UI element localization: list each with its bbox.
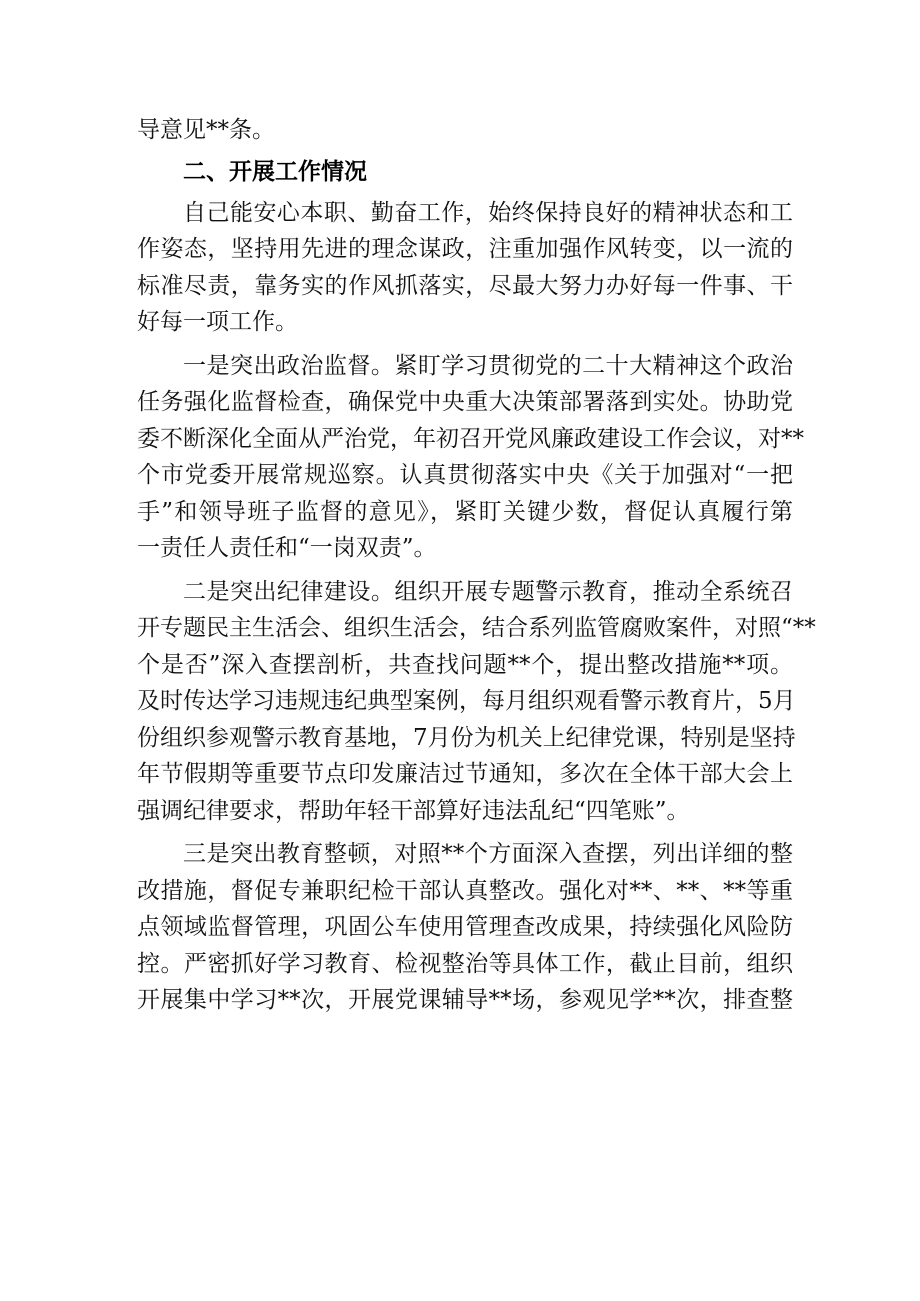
paragraph-line: 控。严密抓好学习教育、检视整治等具体工作，截止目前，组织 xyxy=(137,950,793,977)
paragraph-line: 点领域监督管理，巩固公车使用管理查改成果，持续强化风险防 xyxy=(137,914,793,940)
paragraph-line: 强调纪律要求，帮助年轻干部算好违法乱纪“四笔账”。 xyxy=(137,797,690,824)
paragraph-line: 三是突出教育整顿，对照**个方面深入查摆，列出详细的整 xyxy=(183,841,793,867)
paragraph-line: 二是突出纪律建设。组织开展专题警示教育，推动全系统召 xyxy=(183,578,793,605)
intro-tail-line: 导意见**条。 xyxy=(137,117,275,143)
paragraph-line: 年节假期等重要节点印发廉洁过节通知，多次在全体干部大会上 xyxy=(137,761,793,787)
paragraph-line: 一是突出政治监督。紧盯学习贯彻党的二十大精神这个政治 xyxy=(183,352,793,379)
paragraph-line: 作姿态，坚持用先进的理念谋政，注重加强作风转变，以一流的 xyxy=(137,236,793,262)
paragraph-line: 个市党委开展常规巡察。认真贯彻落实中央《关于加强对“一把 xyxy=(137,462,793,488)
paragraph-line: 好每一项工作。 xyxy=(137,309,298,335)
paragraph-2 xyxy=(137,348,804,567)
section-heading: 二、开展工作情况 xyxy=(183,158,367,185)
paragraph-line: 开展集中学习**次，开展党课辅导**场，参观见学**次，排查整 xyxy=(137,987,793,1013)
paragraph-line: 自己能安心本职、勤奋工作，始终保持良好的精神状态和工 xyxy=(183,199,793,226)
paragraph-line: 一责任人责任和“一岗双责”。 xyxy=(137,535,437,561)
paragraph-line: 及时传达学习违规违纪典型案例，每月组织观看警示教育片，5月 xyxy=(137,688,796,714)
paragraph-line: 份组织参观警示教育基地，7月份为机关上纪律党课，特别是坚持 xyxy=(137,724,796,751)
paragraph-line: 开专题民主生活会、组织生活会，结合系列监管腐败案件，对照“** xyxy=(137,615,816,641)
paragraph-line: 标准尽责，靠务实的作风抓落实，尽最大努力办好每一件事、干 xyxy=(137,272,793,299)
paragraph-4 xyxy=(137,836,793,1019)
paragraph-line: 改措施，督促专兼职纪检干部认真整改。强化对**、**、**等重 xyxy=(137,877,793,904)
paragraph-line: 手”和领导班子监督的意见》，紧盯关键少数，督促认真履行第 xyxy=(137,498,793,525)
document-body xyxy=(137,112,816,1019)
paragraph-3 xyxy=(137,574,816,830)
paragraph-line: 任务强化监督检查，确保党中央重大决策部署落到实处。协助党 xyxy=(137,389,793,415)
paragraph-line: 委不断深化全面从严治党，年初召开党风廉政建设工作会议，对** xyxy=(137,425,804,452)
paragraph-line: 个是否”深入查摆剖析，共查找问题**个，提出整改措施**项。 xyxy=(137,651,793,678)
paragraph-1 xyxy=(137,195,793,341)
